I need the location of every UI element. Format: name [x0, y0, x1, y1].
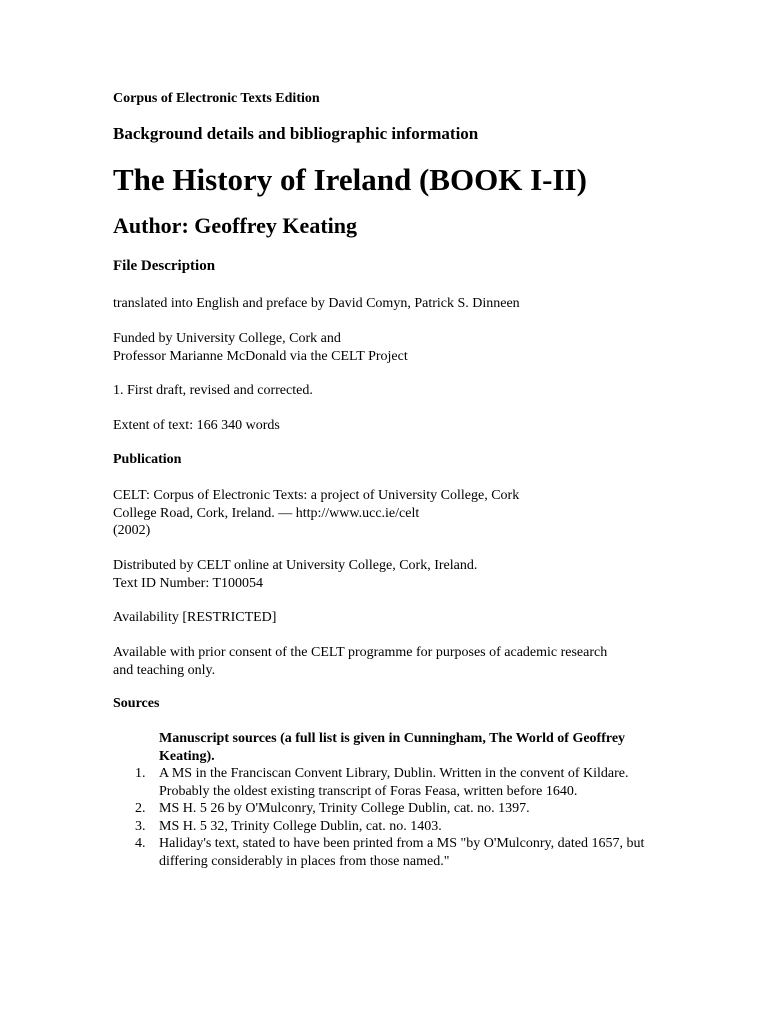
list-item	[113, 765, 673, 800]
manuscript-sources-heading: Manuscript sources (a full list is given in Cunningham, The World of Geoffrey Keating).	[159, 731, 626, 764]
translation-statement: translated into English and preface by David Comyn, Patrick S. Dinneen	[113, 296, 520, 311]
list-item-number: 3.	[135, 818, 146, 834]
list-item	[113, 818, 673, 836]
manuscript-sources	[113, 730, 673, 870]
text-id: Text ID Number: T100054	[113, 575, 264, 591]
extent-statement: Extent of text: 166 340 words	[113, 418, 280, 433]
list-item-number: 1.	[135, 766, 146, 781]
document-title: The History of Ireland (BOOK I-II)	[113, 162, 587, 197]
draft-statement: 1. First draft, revised and corrected.	[113, 383, 313, 398]
publication-line-1: CELT: Corpus of Electronic Texts: a project of University College, Cork	[113, 488, 520, 503]
consent-line-1: Available with prior consent of the CELT programme for purposes of academic research	[113, 645, 608, 660]
distribution-statement: Distributed by CELT online at University College, Cork, Ireland.	[113, 558, 478, 573]
list-item-text: A MS in the Franciscan Convent Library, Dublin. Written in the convent of Kildare. Probably the oldest existing transcript of Foras Feasa, written before 1640.	[159, 766, 629, 799]
background-heading: Background details and bibliographic information	[113, 124, 479, 143]
manuscript-list	[113, 765, 673, 870]
author-heading: Author: Geoffrey Keating	[113, 213, 357, 238]
availability-status: Availability [RESTRICTED]	[113, 610, 277, 625]
list-item-text: Haliday's text, stated to have been printed from a MS "by O'Mulconry, dated 1657, but differing considerably in places from those named."	[159, 836, 645, 869]
publication-line-2: College Road, Cork, Ireland. — http://www.ucc.ie/celt	[113, 505, 420, 521]
file-description-heading: File Description	[113, 258, 216, 274]
edition-label: Corpus of Electronic Texts Edition	[113, 91, 320, 106]
publication-year: (2002)	[113, 523, 151, 538]
list-item	[113, 800, 673, 818]
sources-heading: Sources	[113, 696, 160, 711]
publication-heading: Publication	[113, 452, 182, 467]
list-item-text: MS H. 5 26 by O'Mulconry, Trinity College Dublin, cat. no. 1397.	[159, 801, 530, 816]
list-item-number: 4.	[135, 836, 146, 851]
consent-line-2: and teaching only.	[113, 662, 216, 678]
list-item	[113, 835, 673, 870]
funding-line-2: Professor Marianne McDonald via the CELT Project	[113, 348, 408, 364]
list-item-number: 2.	[135, 801, 146, 816]
list-item-text: MS H. 5 32, Trinity College Dublin, cat. no. 1403.	[159, 818, 442, 834]
funding-line-1: Funded by University College, Cork and	[113, 331, 341, 346]
